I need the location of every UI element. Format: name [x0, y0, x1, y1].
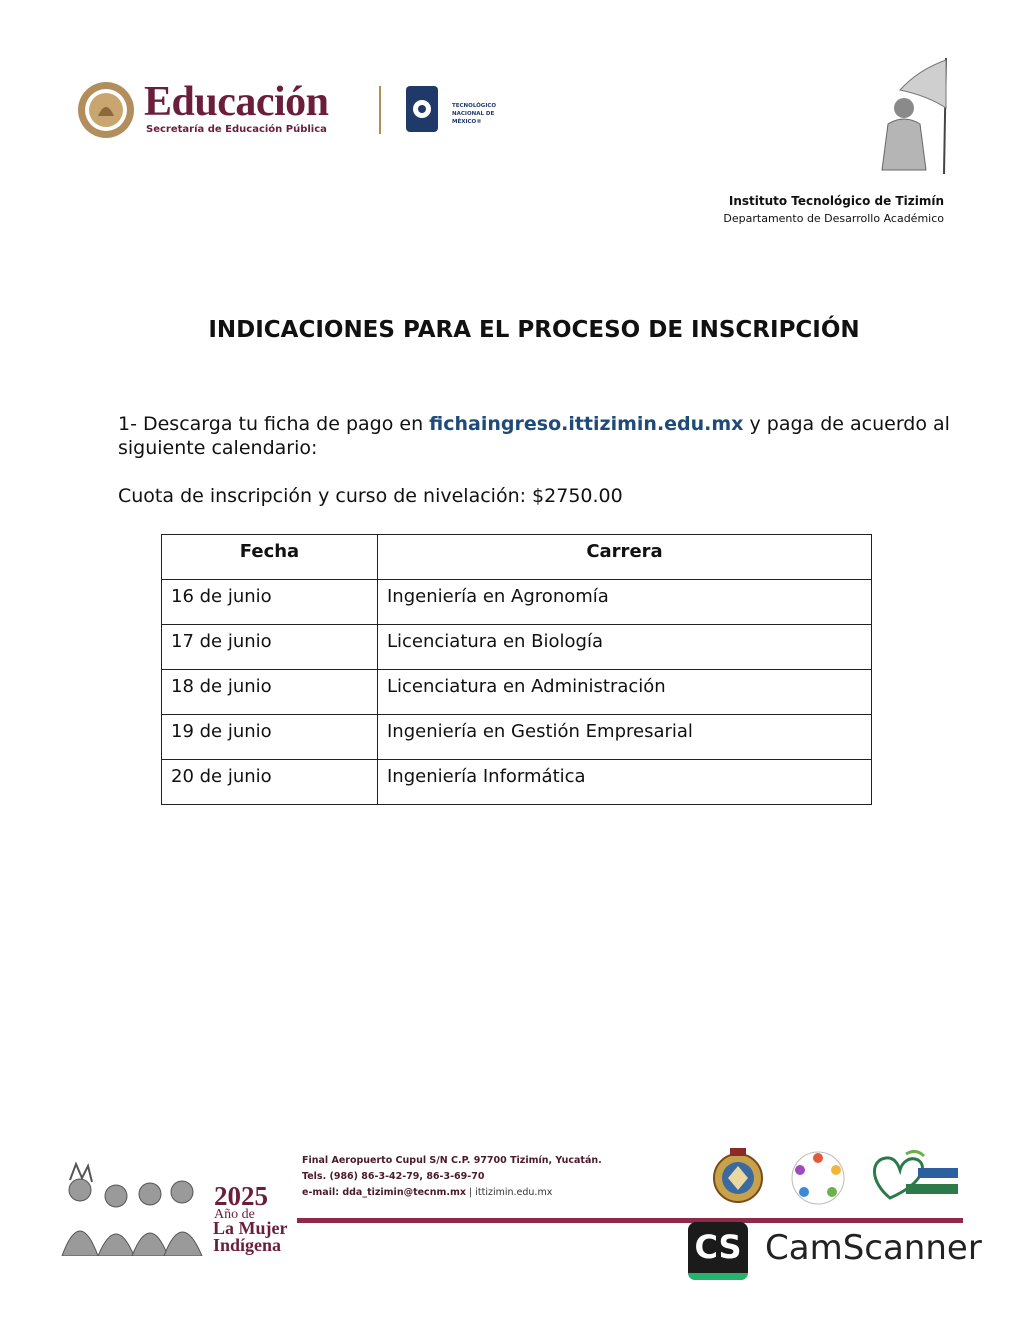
fee-text: Cuota de inscripción y curso de nivelación: $2750.00 [118, 485, 623, 507]
table-row [162, 580, 872, 625]
tecnm-label: TECNOLÓGICO NACIONAL DE MÉXICO® [452, 103, 497, 125]
indigenous-women-illustration [52, 1160, 208, 1256]
step-1-prefix: 1- Descarga tu ficha de pago en [118, 413, 430, 435]
career-cell: Ingeniería en Gestión Empresarial [378, 715, 872, 760]
footer-email-line [302, 1185, 602, 1201]
schedule-table [161, 534, 872, 805]
footer-bar [297, 1218, 963, 1223]
career-cell: Licenciatura en Biología [378, 625, 872, 670]
footer-address: Final Aeropuerto Cupul S/N C.P. 97700 Tizimín, Yucatán. [302, 1155, 602, 1166]
institute-seal-icon [710, 1144, 766, 1210]
tecnm-gear-icon [402, 84, 442, 134]
year-title-line-1: La Mujer [213, 1218, 288, 1238]
payment-link[interactable]: fichaingreso.ittizimin.edu.mx [429, 413, 744, 435]
camscanner-badge-icon: CS [688, 1222, 748, 1280]
date-cell: 18 de junio [162, 670, 378, 715]
year-label: 2025 [214, 1181, 268, 1211]
page-title: INDICACIONES PARA EL PROCESO DE INSCRIPCIÓN [208, 317, 860, 343]
career-cell: Licenciatura en Administración [378, 670, 872, 715]
table-row [162, 670, 872, 715]
table-row [162, 625, 872, 670]
educacion-logo-title: Educación [144, 79, 329, 125]
step-1-instruction [118, 412, 958, 460]
footer-website[interactable]: ittizimin.edu.mx [475, 1187, 553, 1198]
footer-separator: | [466, 1187, 476, 1198]
step-1-suffix: y paga de acuerdo al siguiente calendario: [118, 413, 950, 459]
institution-name: Instituto Tecnológico de Tizimín [728, 194, 944, 208]
date-cell: 16 de junio [162, 580, 378, 625]
header-carrera: Carrera [378, 535, 872, 580]
sep-subtitle: Secretaría de Educación Pública [146, 124, 327, 135]
footer-email[interactable]: e-mail: dda_tizimin@tecnm.mx [302, 1187, 466, 1198]
footer-phones: Tels. (986) 86-3-42-79, 86-3-69-70 [302, 1171, 485, 1182]
mexico-seal-icon [76, 80, 136, 140]
labor-equality-ring-icon [788, 1148, 848, 1208]
flag-woman-illustration [848, 56, 960, 176]
date-cell: 20 de junio [162, 760, 378, 805]
year-title-line-2: Indígena [213, 1235, 282, 1255]
year-subtitle: Año de [214, 1207, 255, 1222]
header-fecha: Fecha [162, 535, 378, 580]
footer-contact [302, 1153, 602, 1201]
camscanner-watermark: CamScanner [765, 1228, 982, 1268]
date-cell: 19 de junio [162, 715, 378, 760]
career-cell: Ingeniería Informática [378, 760, 872, 805]
career-cell: Ingeniería en Agronomía [378, 580, 872, 625]
department-name: Departamento de Desarrollo Académico [723, 212, 944, 225]
table-header-row [162, 535, 872, 580]
table-row [162, 760, 872, 805]
table-row [162, 715, 872, 760]
header-divider [379, 86, 381, 134]
year-title [213, 1220, 287, 1254]
plastic-free-space-icon [866, 1148, 962, 1204]
date-cell: 17 de junio [162, 625, 378, 670]
